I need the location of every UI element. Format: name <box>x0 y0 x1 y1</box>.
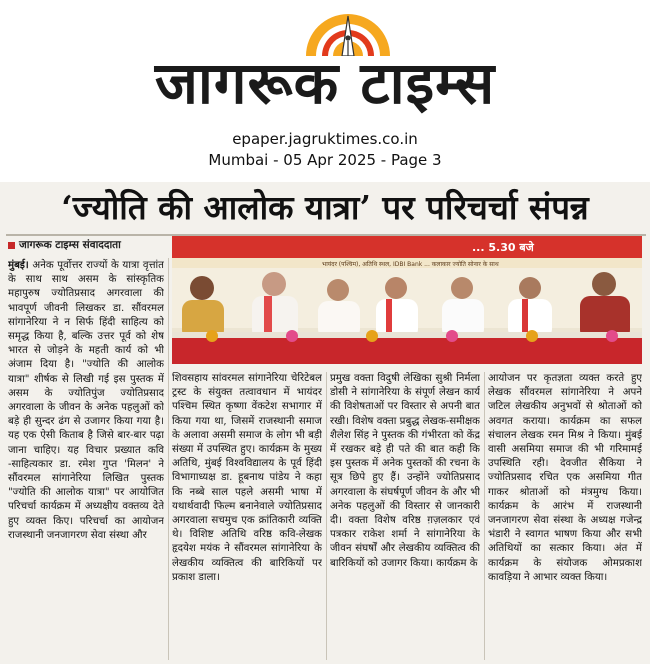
article-column-1 <box>8 258 164 660</box>
byline-bullet-icon <box>8 242 15 249</box>
column-divider <box>484 372 485 660</box>
photo-banner-subtext: भायंदर (पश्चिम), अतिथि स्थल, IDBI Bank ... कलाकार ज्योति सोनार के साथ <box>322 261 499 268</box>
masthead <box>0 0 650 180</box>
column-4-text: आयोजन पर कृतज्ञता व्यक्त करते हुए लेखक सौंवरमल सांगानेरिया ने अपने जटिल लेखकीय अनुभवों से श्रोताओं को अवगत कराया। कार्यक्रम का सफल संचालन लेखक रमन मिश्र ने किया। मुंबई वासी असमिया समाज की भी गरिमामई उपस्थिति रही। देवजीत सैकिया ने ज्योतिप्रसाद रचित एक असमिया गीत गाकर श्रोताओं को मंत्रमुग्ध किया। कार्यक्रम के आरंभ में राजस्थानी जनजागरण सेवा संस्था के अध्यक्ष गजेन्द्र भंडारी ने स्वागत भाषण किया और सभी अतिथियों का सत्कार किया। अंत में कार्यक्रम के संयोजक ओमप्रकाश कावड़िया ने आभार व्यक्त किया। <box>488 373 642 583</box>
column-2-text: शिवसहाय सांवरमल सांगानेरिया चेरिटेबल ट्रस्ट के संयुक्त तत्वावधान में भायंदर पश्चिम स्थित कृष्णा वेंकटेश सभागार में किया गया था, जिसमें राजस्थानी समाज के अलावा असमी समाज के लोग भी बड़ी संख्या में उपस्थित हुए। कार्यक्रम के मुख्य अतिथि, मुंबई विश्वविद्यालय के पूर्व हिंदी विभागाध्यक्ष डा. हूबनाथ पांडेय ने कहा कि नब्बे साल पहले असमी भाषा में यथार्थवादी फिल्म बनानेवाले ज्योतिप्रसाद अगरवाला सचमुच एक क्रांतिकारी व्यक्ति थे। विशिष्ट अतिथि वरिष्ठ कवि-लेखक हृदयेश मयंक ने सौंवरमल सांगानेरिया के लेखकीय व्यक्तित्व की बारिकियों पर प्रकाश डाला। <box>172 373 322 583</box>
source-url: epaper.jagruktimes.co.in <box>232 130 418 148</box>
byline-text: जागरूक टाइम्स संवाददाता <box>19 239 121 251</box>
column-divider <box>168 258 169 660</box>
event-photo <box>172 236 642 364</box>
photo-banner-text: ... 5.30 बजे <box>472 241 534 254</box>
edition-line: Mumbai - 05 Apr 2025 - Page 3 <box>208 151 442 169</box>
column-3-text: प्रमुख वक्ता विदुषी लेखिका सुश्री निर्मला डोसी ने सांगानेरिया के संपूर्ण लेखन कार्य की विशेषताओं पर विस्तार से अपनी बात रखी। विशेष वक्ता प्रबुद्ध लेखक-समीक्षक शैलेश सिंह ने पुस्तक की गंभीरता को केंद्र में रखकर बड़े ही पते की बात कही कि इस पुस्तक में अनेक पुस्तकों की रचना के सूत्र छिपे हुए हैं। उन्होंने ज्योतिप्रसाद अगरवाला के संघर्षपूर्ण जीवन के और भी अनेक पहलुओं की विस्तार से जानकारी दी। वक्ता विशेष वरिष्ठ ग़ज़लकार एवं पत्रकार राकेश शर्मा ने सांगानेरिया के जीवन संघर्षों और लेखकीय व्यक्तित्व की बारिकियों को उजागर किया। कार्यक्रम के <box>330 373 480 569</box>
column-1-text: अनेक पूर्वोत्तर राज्यों के यात्रा वृत्तांत के साथ साथ असम के सांस्कृतिक महापुरुष ज्योतिप्रसाद अगरवाला की भावपूर्ण जीवनी लिखकर डा. सौंवरमल सांगानेरिया ने न सिर्फ हिंदी साहित्य को समृद्ध किया है, बल्कि उत्तर पूर्व को शेष भारत से जोड़ने के महती कार्य को भी अंजाम दिया है। "ज्योति की आलोक यात्रा" शीर्षक से लिखी गई इस पुस्तक में असम के ज्योतिपुंज ज्योतिप्रसाद अगरवाला के जीवन के अनेक पहलुओं को बड़े ही सुन्दर ढंग से उजागर किया गया है। यह एक ऐसी किताब है जिसे बार-बार पढ़ा जाना चाहिए। यह विचार प्रख्यात कवि -साहित्यकार डा. रमेश गुप्त 'मिलन' ने सौंवरमल सांगानेरिया लिखित पुस्तक "ज्योति की आलोक यात्रा" पर आयोजित परिचर्चा कार्यक्रम में अध्यक्षीय वक्तव्य देते हुए व्यक्त किए। परिचर्चा का आयोजन राजस्थानी जनजागरण सेवा संस्था और <box>8 260 164 541</box>
headline: ‘ज्योति की आलोक यात्रा’ पर परिचर्चा संपन्न <box>61 188 589 227</box>
article-column-2 <box>172 372 322 662</box>
article-column-3 <box>330 372 480 662</box>
column-divider <box>326 372 327 660</box>
byline <box>8 238 172 254</box>
dateline: मुंबई। <box>8 259 29 271</box>
event-photo-illustration <box>172 236 642 364</box>
masthead-title: जागरूक टाइम्स <box>154 49 496 117</box>
article-column-4 <box>488 372 642 662</box>
